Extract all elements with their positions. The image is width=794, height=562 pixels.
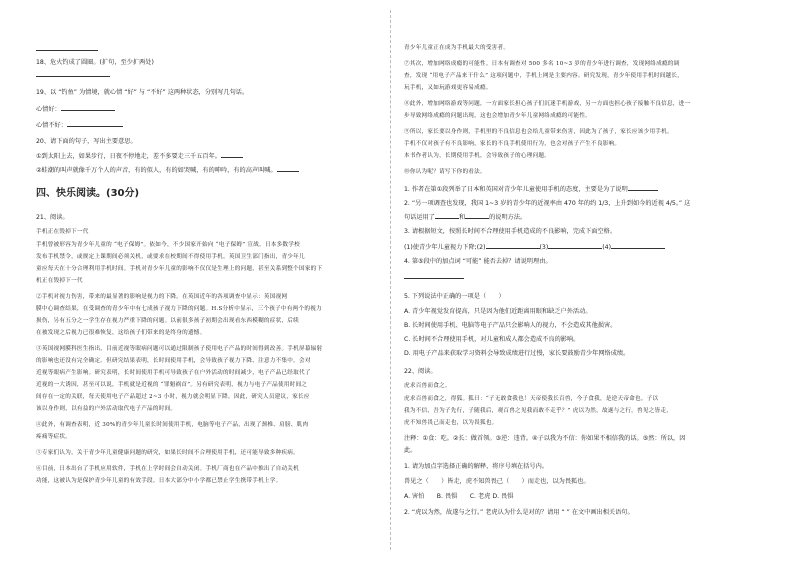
paragraph-3-line-4: 近视的一大诱因，甚至可以说，手机就是近视的 “罪魁祸首”。另有研究表明，视力与电子产品使用时间之 (36, 382, 308, 388)
question-2-line-2[interactable]: 句话运用了 和 的说明方法。 (404, 214, 527, 221)
paragraph-7-line-2: 查，发现 “用电子产品来干什么” 这项问题中，手机上网是主要内容。研究发现，青少年使用手机时间越长， (404, 73, 684, 79)
question-3-blanks[interactable]: (1)使青少年儿童视力下降;(2) (3) (4) (404, 242, 665, 252)
paragraph-1-line-1: 手机曾被形容为青少年儿童的 “电子保姆”。依如今，不少国家开始向 “电子保姆” 宣战。日本多数学校 (36, 242, 300, 248)
paragraph-3-line-3: 近视等眼病产生影响。研究表明，长时间使用手机可导致孩子在户外活动的时间减少，电子产品已经取代了 (36, 370, 311, 376)
top-answer-line (36, 44, 98, 54)
paragraph-2-line-4: 在被发现之后视力已很难恢复，这给孩子们带来的是终身的遗憾。 (36, 330, 206, 336)
question-22-1-sentence[interactable]: 兽见之（ ）皆走，虎不知兽畏己（ ）而走也，以为畏狐也。 (404, 478, 590, 485)
question-20-2[interactable]: ②蛙潮的叫声就像千万个人的声音，有的似人，有的如哭喊，有的呻吟，有的高声叫喊。 (36, 165, 299, 175)
question-22-2: 2. “虎以为然，故遂与之行。” 老虎认为什么是对的？请用 “ ” 在文中画出相关语句。 (404, 509, 634, 516)
paragraph-7-line-3: 玩手机，又如玩游戏更容易成瘾。 (404, 85, 492, 91)
notes-line-1: 注释：①食：吃。②长：做首领。③逆：违背。④子以我为不信：你如果不相信我的话。⑤然：所以，因 (404, 435, 686, 442)
paragraph-3-line-5: 间存在一定的关联，每天使用电子产品超过 2~3 小时，视力就会明显下降。因此，研究人员建议，家长应 (36, 394, 310, 400)
question-2-line-1: 2. “另一项调查也发现，我国 1~3 岁的青少年的近视率由 470 年的约 1/3，上升到如今的近视 4/5。” 这 (404, 200, 691, 207)
closing-prompt: ⑩你认为呢？请写下你的看法。 (404, 169, 486, 175)
option-5d[interactable]: D. 用电子产品来获取学习资料会导致成绩进行过慢，家长要鼓励青少年网络成绩。 (404, 350, 630, 357)
classical-text-line-2: 我为不信，吾为子先行，子随我后，观百兽之见我而敢不走乎？” 虎以为然，故遂与之行。兽见之皆走， (404, 408, 673, 414)
paragraph-3-line-1: ③英国视网膜科医生指出，目前近视等眼病问题可以通过限制孩子使用电子产品的时间得到改善。手机屏幕辐射 (36, 346, 323, 352)
question-3: 3. 请根据短文，按照长时间不合理使用手机造成的不良影响，完成下面空格。 (404, 228, 617, 235)
column-divider (390, 10, 391, 550)
paragraph-1-line-4: 机正在毁掉下一代 (36, 278, 83, 284)
paragraph-6-line-1: ⑥目前，日本出台了手机应用软件，手机在上学时间会自动关闭。手机厂商也在产品中推出了自动关机 (36, 466, 299, 472)
question-21: 21、阅读。 (36, 214, 69, 221)
paragraph-8-line-2: 步导致网络成瘾的问题出现，这也会增加青少年儿童网络成瘾的可能性。 (404, 113, 592, 119)
paragraph-9-line-1: ⑨所以，家长要以身作则，手机里的不良信息也会给儿童带来伤害，因此为了孩子，家长应该少用手机。 (404, 129, 673, 135)
notes-line-2: 此。 (404, 447, 417, 454)
question-5: 5. 下列说法中正确的一项是（ ） (404, 293, 505, 300)
mood-good-row[interactable]: 心情好： (36, 104, 115, 114)
paragraph-5: ⑤专家们认为，关于青少年儿童健康问题的研究，如果长时间不合理使用手机，还可能导致多种疾病。 (36, 450, 299, 456)
paragraph-1-line-3: 童应每天在十分合理利用手机时间。手机对青少年儿童的影响不仅仅是生理上的问题，甚至关系到整个国家的下 (36, 266, 323, 272)
question-22: 22、阅读。 (404, 368, 437, 375)
paragraph-6-line-2: 功能，这被认为是保护青少年儿童的有效手段。日本大部分中小学都已禁止学生携带手机上学。 (36, 478, 282, 484)
answer-line-18[interactable] (36, 70, 110, 80)
paragraph-3-line-2: 的影响也还没有完全确定。但研究结果表明，长时间使用手机，会导致孩子视力下降、注意力不集中，会对 (36, 358, 311, 364)
option-5c[interactable]: C. 长时间不合理使用手机，对儿童和成人都会造成不良的影响。 (404, 336, 580, 343)
option-5a[interactable]: A. 青少年视觉发育提高，只是因为他们近距离用眼和缺乏户外活动。 (404, 308, 592, 315)
question-4-answer-line[interactable] (404, 272, 464, 282)
classical-text-line-1: 虎求百兽而食之，得狐。狐曰：“子无敢食我也！天帝使我长百兽，今子食我，是逆天帝命也。子以 (404, 396, 659, 402)
classical-text-line-3: 虎不知兽畏己而走也，以为畏狐也。 (404, 420, 498, 426)
paragraph-8-line-1: ⑧此外，增加网络游戏等问题，一方面家长担心孩子们沉迷手机游戏，另一方面也担心孩子接触不良信息，进一 (404, 101, 691, 107)
mood-bad-row[interactable]: 心情不好： (36, 120, 123, 130)
paragraph-2-line-1: ②手机对视力伤害，带来的最显著的影响是视力的下降。在英国近年的各项调查中显示：英国视网 (36, 294, 288, 300)
classical-text-title: 虎求百兽而食之。 (404, 383, 451, 389)
article-title: 手机正在毁掉下一代 (36, 229, 89, 235)
question-19: 19、以 “钓鱼” 为情境，就心情 “好” 与 “不好” 这两种状态，分别写几句话。 (36, 89, 249, 96)
right-top-line: 青少年儿童正在成为手机最大的受害者。 (404, 45, 510, 51)
question-1[interactable]: 1. 作者在第①段列举了日本和英国对青少年儿童使用手机的态度，主要是为了说明 (404, 184, 658, 194)
option-5b[interactable]: B. 长时间使用手机、电脑等电子产品只会影响人的视力，不会造成其他损害。 (404, 322, 617, 329)
paragraph-2-line-3: 损伤，另有五分之一学生存在视力严重下降的问题。以前很多孩子初期会出现看东西模糊的症状，后续 (36, 318, 299, 324)
paragraph-7-line-1: ⑦其次，增加网络成瘾的可能性。日本有调查对 500 多名 10~3 岁的青少年进行调查，发现网络成瘾的调 (404, 61, 680, 67)
question-20-1[interactable]: ①到太阳上去，如果步行，日夜不停地走，差不多要走三千五百年。 (36, 151, 243, 161)
paragraph-9-line-2: 手机不仅对孩子有不良影响，家长的不良手机使用行为，也会对孩子产生不良影响。 (404, 141, 621, 147)
question-22-1-options[interactable]: A. 害怕 B. 畏惧 C. 老虎 D. 畏惧 (404, 493, 514, 500)
paragraph-2-line-2: 膜中心调查结果，在受调查的青少年中有七成孩子视力下降的问题。H.S分析中显示，三个孩子中有两个的视力 (36, 306, 322, 312)
paragraph-3-line-6: 该以身作则，以有益的户外活动取代电子产品的时间。 (36, 406, 177, 412)
paragraph-4-line-2: 疼痛等症状。 (36, 434, 72, 440)
paragraph-4-line-1: ④此外，有调查表明，近 30%的青少年儿童长时间使用手机，电脑等电子产品，出现了颈椎、肩膀、肌肉 (36, 422, 309, 428)
paragraph-1-line-2: 发布手机禁令，或规定上课期间必须关机，或要求在校期间不得使用手机。英国卫生部门指出，青少年儿 (36, 254, 305, 260)
section-title: 四、快乐阅读。(30分) (36, 188, 140, 199)
question-22-1: 1. 请为加点字选择正确的解释，将序号填在括号内。 (404, 463, 548, 470)
question-4: 4. 第⑤段中的加点词 “可能” 能否去掉？请说明理由。 (404, 258, 552, 265)
paragraph-9-line-3: 本书作者认为，长期使用手机，会导致孩子的心理问题。 (404, 153, 551, 159)
question-20: 20、请下面的句子，写出主要意思。 (36, 138, 137, 145)
question-18: 18、危火钓成了圆圈。(扩句，至少扩两处) (36, 59, 154, 66)
